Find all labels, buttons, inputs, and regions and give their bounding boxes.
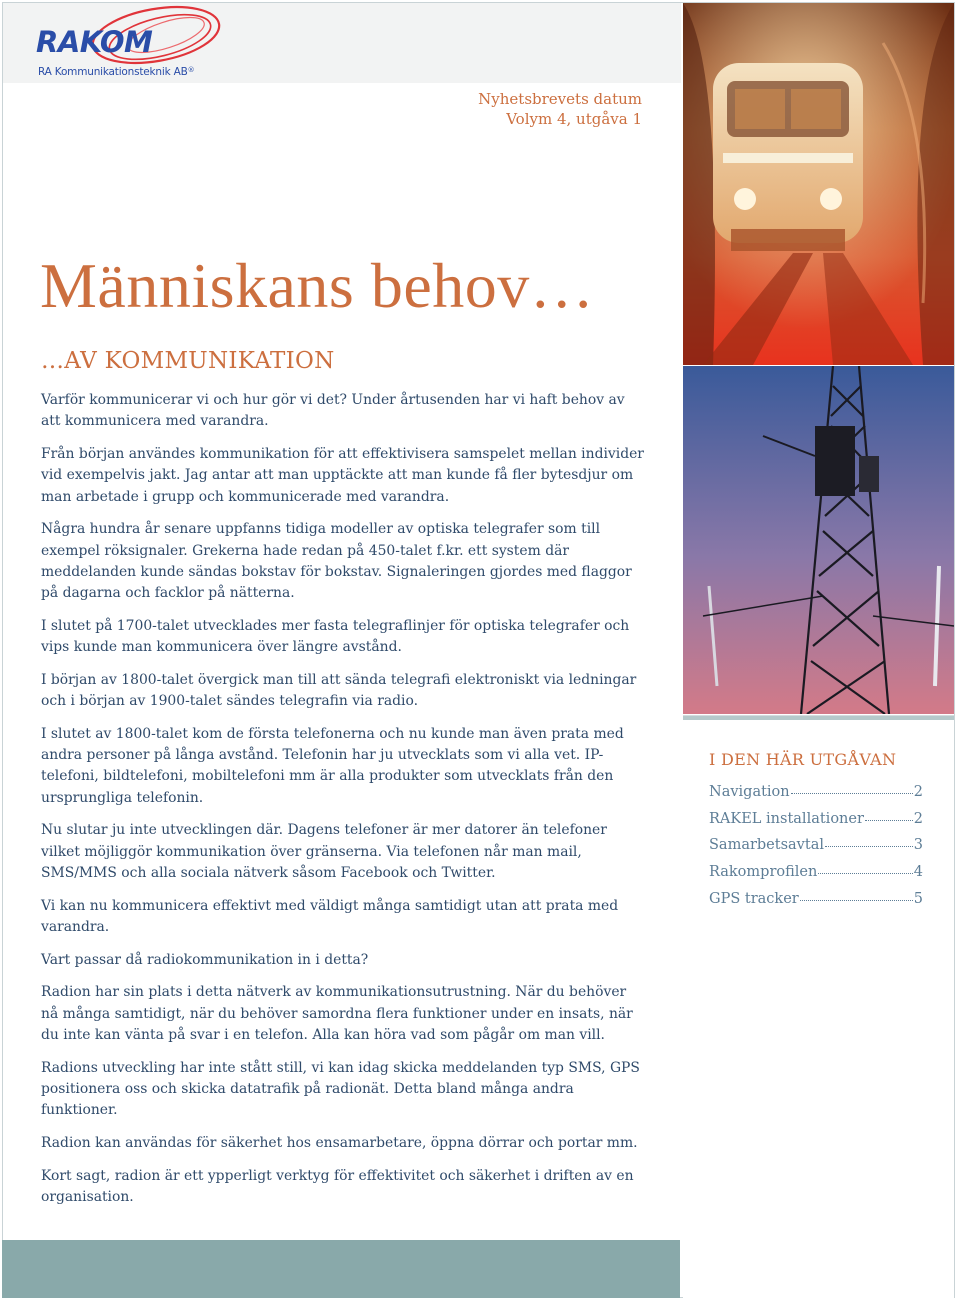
train-in-tunnel-photo: [683, 3, 954, 365]
toc-item-title: Samarbetsavtal: [709, 837, 824, 854]
article-body: [41, 390, 647, 1220]
toc-item-title: Rakomprofilen: [709, 864, 818, 881]
toc-leader-dots: [791, 780, 913, 794]
masthead-title: Människans behov…: [40, 250, 595, 321]
article-paragraph: Varför kommunicerar vi och hur gör vi det? Under årtusenden har vi haft behov av att kommunicera med varandra.: [41, 392, 625, 430]
toc-item[interactable]: [709, 809, 923, 836]
toc-item-page: 4: [913, 864, 923, 881]
volume-issue: Volym 4, utgåva 1: [506, 110, 642, 128]
sidebar-band: [683, 716, 954, 720]
toc-leader-dots: [800, 887, 913, 901]
article-paragraph: Några hundra år senare uppfanns tidiga modeller av optiska telegrafer som till exempel röksignaler. Grekerna hade redan på 450-talet f.kr. ett system där meddelanden kunde sändas bokstav för bokstav. Signaleringen gjordes med flaggor på dagarna och facklor på nätterna.: [41, 521, 632, 602]
toc-item[interactable]: [709, 835, 923, 862]
logo-tagline: RA Kommunikationsteknik AB®: [38, 66, 195, 78]
toc-leader-dots: [865, 807, 913, 821]
toc-leader-dots: [825, 833, 913, 847]
toc-leader-dots: [818, 860, 912, 874]
logo-wordmark: RAKOM: [36, 25, 153, 59]
article-paragraph: Vart passar då radiokommunikation in i detta?: [41, 951, 369, 968]
article-paragraph: I slutet på 1700-talet utvecklades mer fasta telegraflinjer för optiska telegrafer och vips kunde man kommunicera över längre avstånd.: [41, 617, 630, 656]
article-paragraph: Från början användes kommunikation för att effektivisera samspelet mellan individer vid exempelvis jakt. Jag antar att man upptäckte att man kunde få fler bytesdjur om man arbetade i grupp och kommunicerade med varandra.: [41, 445, 644, 505]
toc-item-title: Navigation: [709, 784, 790, 800]
toc-item-page: 3: [913, 837, 923, 854]
toc-item-page: 5: [913, 890, 923, 907]
article-paragraph: I början av 1800-talet övergick man till att sända telegrafi elektroniskt via ledningar och i början av 1900-talet sändes telegrafin via radio.: [41, 671, 637, 710]
section-heading: …AV KOMMUNIKATION: [41, 348, 335, 374]
toc-item[interactable]: [709, 889, 923, 916]
article-paragraph: Radions utveckling har inte stått still, vi kan idag skicka meddelanden typ SMS, GPS positionera oss och skicka datatrafik på radionät. Detta bland många andra funktioner.: [41, 1059, 640, 1119]
issue-info: [478, 89, 642, 129]
sidebar: [683, 715, 954, 1299]
table-of-contents: [709, 782, 923, 915]
radio-mast-photo: [683, 366, 954, 714]
newsletter-date: Nyhetsbrevets datum: [478, 90, 642, 108]
toc-item[interactable]: [709, 862, 923, 889]
article-paragraph: Kort sagt, radion är ett ypperligt verktyg för effektivitet och säkerhet i driften av en organisation.: [41, 1167, 634, 1205]
toc-item-page: 2: [913, 784, 923, 800]
rakom-logo: [34, 5, 224, 81]
article-paragraph: Radion kan användas för säkerhet hos ensamarbetare, öppna dörrar och portar mm.: [41, 1134, 638, 1151]
toc-item-title: GPS tracker: [709, 890, 799, 907]
article-paragraph: Radion har sin plats i detta nätverk av kommunikationsutrustning. När du behöver nå många samtidigt, när du behöver samordna flera funktioner under en insats, när du inte kan vänta på svar i en telefon. Alla kan höra vad som pågår om man vill.: [41, 984, 633, 1043]
article-paragraph: Nu slutar ju inte utvecklingen där. Dagens telefoner är mer datorer än telefoner vilket möjliggör kommunikation över gränserna. Via telefonen når man mail, SMS/MMS och alla sociala nätverk såsom Facebook och Twitter.: [41, 822, 607, 881]
article-paragraph: I slutet av 1800-talet kom de första telefonerna och nu kunde man även prata med andra personer på långa avstånd. Telefonin har ju utvecklats som vi alla vet. IP-telefoni, bildtelefoni, mobiltelefoni mm är alla produkter som utvecklats från den ursprungliga telefonin.: [41, 725, 624, 806]
toc-item-page: 2: [913, 810, 923, 827]
toc-heading: I DEN HÄR UTGÅVAN: [709, 750, 897, 769]
toc-item-title: RAKEL installationer: [709, 810, 864, 827]
toc-item[interactable]: [709, 782, 923, 809]
footer-bar: [2, 1240, 680, 1298]
article-paragraph: Vi kan nu kommunicera effektivt med väldigt många samtidigt utan att prata med varandra.: [41, 897, 619, 935]
